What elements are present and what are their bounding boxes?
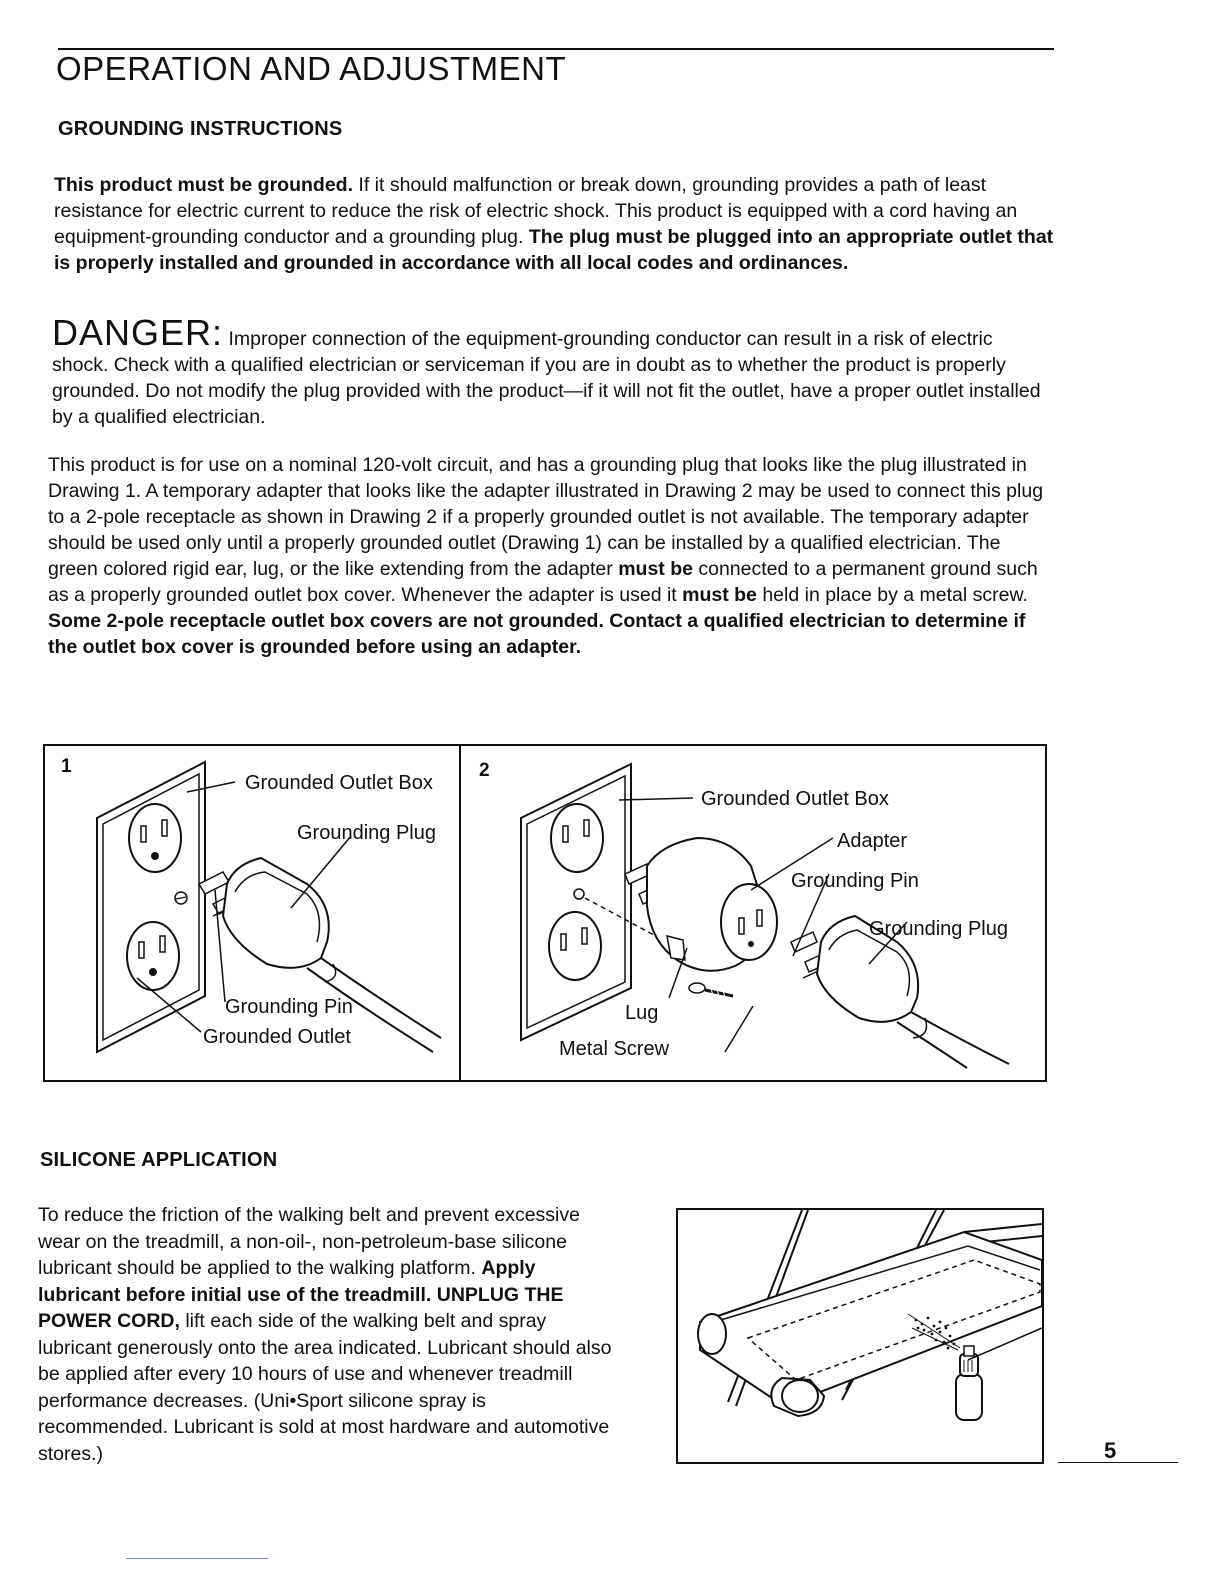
lower-receptacle	[127, 922, 179, 990]
adapter-text-a: This product is for use on a nominal 120-volt circuit, and has a grounding plug that looks like the plug illustrated in Drawing 1. A temporary adapter that looks like the adapter illustrated in Drawing 2 may be used to connect this plug to a 2-pole receptacle as shown in Drawing 2 if a properly grounded outlet is not available. The temporary adapter should be used only until a properly grounded outlet (Drawing 1) can be installed by a qualified electrician. The green colored rigid ear, lug, or the like extending from the adapter	[48, 454, 1044, 580]
label-grounding-pin: Grounding Pin	[225, 996, 353, 1018]
label-grounded-outlet-box-2: Grounded Outlet Box	[701, 788, 889, 810]
adapter-text-e: held in place by a metal screw.	[756, 584, 1028, 606]
adapter-must-be-2: must be	[682, 584, 757, 606]
label-grounding-plug-2: Grounding Plug	[869, 918, 1008, 940]
grounding-explanation: If it should malfunction or break down, grounding provides a path of least resistance for electric current to reduce the risk of electric shock. This product is equipped with a cord having an equipment-grounding conductor and a grounding plug.	[54, 174, 1018, 248]
treadmill-illustration	[678, 1210, 1042, 1462]
silicone-heading: SILICONE APPLICATION	[40, 1149, 278, 1171]
grounding-plug-body	[223, 858, 329, 968]
page-number: 5	[1104, 1438, 1117, 1463]
adapter-paragraph	[48, 452, 1048, 660]
treadmill-deck	[700, 1232, 1042, 1406]
lower-2pole-receptacle	[549, 912, 601, 980]
label-lug: Lug	[625, 1002, 659, 1024]
footer-rule	[1058, 1462, 1178, 1463]
upper-2pole-receptacle	[551, 804, 603, 872]
danger-paragraph	[52, 312, 1052, 430]
drawing-2-number: 2	[479, 760, 490, 781]
label-metal-screw: Metal Screw	[559, 1038, 670, 1060]
label-adapter: Adapter	[837, 830, 908, 852]
danger-label: DANGER:	[52, 312, 224, 353]
adapter-must-be-1: must be	[618, 558, 693, 580]
label-grounded-outlet: Grounded Outlet	[203, 1026, 351, 1048]
drawing-2	[459, 746, 1045, 1080]
upper-receptacle	[129, 804, 181, 872]
label-grounding-pin-2: Grounding Pin	[791, 870, 919, 892]
adapter-warning: Some 2-pole receptacle outlet box covers are not grounded. Contact a qualified electrician to determine if the outlet box cover is grounded before using an adapter.	[48, 610, 1026, 658]
adapter-text-c: connected to a permanent ground such as a properly grounded outlet box cover. Whenever the adapter is used it	[48, 558, 1038, 606]
drawing-1-number: 1	[61, 756, 72, 777]
label-grounded-outlet-box: Grounded Outlet Box	[245, 772, 433, 794]
treadmill-figure	[676, 1208, 1044, 1464]
silicone-spray-can	[956, 1346, 982, 1420]
danger-text: Improper connection of the equipment-grounding conductor can result in a risk of electric shock. Check with a qualified electrician or serviceman if you are in doubt as to whether the product is properly grounded. Do not modify the plug provided with the product—if it will not fit the outlet, have a proper outlet installed by a qualified electrician.	[52, 328, 1041, 428]
silicone-text-1: To reduce the friction of the walking belt and prevent excessive wear on the treadmill, a non-oil-, non-petroleum-base silicone lubricant should be applied to the walking platform.	[38, 1204, 580, 1279]
silicone-warning: Apply lubricant before initial use of the treadmill. UNPLUG THE POWER CORD,	[38, 1257, 564, 1332]
grounding-figure	[43, 744, 1047, 1082]
plug-requirement: The plug must be plugged into an appropriate outlet that is properly installed and grounded in accordance with all local codes and ordinances.	[54, 226, 1054, 274]
label-grounding-plug: Grounding Plug	[297, 822, 436, 844]
grounding-paragraph	[54, 172, 1054, 276]
page-title: OPERATION AND ADJUSTMENT	[56, 50, 567, 87]
drawing-1	[45, 746, 459, 1080]
silicone-paragraph	[38, 1202, 620, 1467]
metal-screw	[689, 983, 733, 997]
silicone-text-3: lift each side of the walking belt and spray lubricant generously onto the area indicated. Lubricant should also be applied after every 10 hours of use and whenever treadmill performance decreases. (Uni•Sport silicone spray is recommended. Lubricant is sold at most hardware and automotive stores.)	[38, 1310, 612, 1465]
grounded-requirement: This product must be grounded.	[54, 174, 353, 196]
scan-mark	[126, 1558, 268, 1559]
adapter-lug	[667, 936, 685, 960]
grounding-heading: GROUNDING INSTRUCTIONS	[58, 118, 343, 140]
